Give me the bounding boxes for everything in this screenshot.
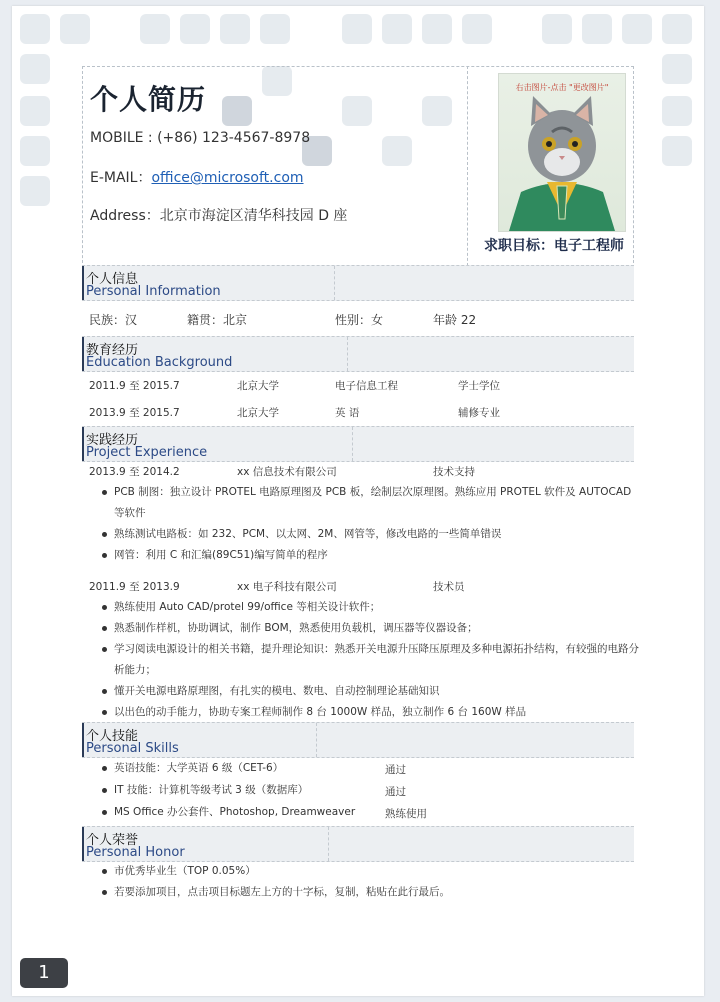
bullet-dot [102,810,107,815]
ethnicity-text: 民族：汉 [89,313,138,327]
section-bar [82,827,84,861]
list-item-text: 网管：利用 C 和汇编(89C51)编写简单的程序 [114,549,328,561]
bullet-dot [102,890,107,895]
gender-text: 性别：女 [335,313,384,327]
photo-note: 右击图片-点击 "更改图片" [515,83,609,92]
edu-school: 北京大学 [237,407,279,419]
section-title-en: Personal Skills [86,741,179,756]
resume-title: 个人简历 [90,83,207,116]
list-item [102,780,642,801]
edu-period: 2011.9 至 2015.7 [89,380,180,392]
edu-major: 英 语 [335,407,360,419]
section-bar [82,723,84,757]
section-title-en: Project Experience [86,445,208,460]
edu-degree: 辅修专业 [458,407,500,419]
bullet-dot [102,553,107,558]
section-divider [334,266,335,300]
origin-text: 籍贯：北京 [187,313,248,327]
project-company: xx 信息技术有限公司 [237,466,337,478]
section-divider [352,427,353,461]
list-item [102,681,642,702]
page-number-badge[interactable]: 1 [20,958,68,988]
list-item [102,482,642,524]
bullet-dot [102,766,107,771]
bullet-dot [102,869,107,874]
section-bar [82,266,84,300]
list-item [102,861,642,882]
project-company: xx 电子科技有限公司 [237,581,337,593]
section-title-cn: 个人信息 [86,272,139,287]
section-divider [347,337,348,371]
section-title-cn: 个人技能 [86,729,139,744]
bullet-dot [102,689,107,694]
section-personal-info [82,265,634,301]
section-title-cn: 个人荣誉 [86,833,139,848]
project-period: 2011.9 至 2013.9 [89,581,180,593]
career-goal: 求职目标：电子工程师 [484,238,624,254]
honor-text: 若要添加项目，点击项目标题左上方的十字标，复制，粘贴在此行最后。 [114,886,450,898]
section-title-en: Education Background [86,355,233,370]
list-item [102,758,642,779]
bullet-dot [102,647,107,652]
email-label: E-MAIL： [90,170,152,186]
section-project [82,426,634,462]
bullet-dot [102,710,107,715]
list-item [102,639,642,681]
section-honor [82,826,634,862]
cat-portrait-icon [499,74,625,231]
list-item [102,802,642,823]
bullet-dot [102,605,107,610]
list-item [102,524,642,545]
section-title-cn: 实践经历 [86,433,139,448]
section-title-en: Personal Information [86,284,221,299]
edu-major: 电子信息工程 [335,380,398,392]
section-skills [82,722,634,758]
project-role: 技术员 [433,581,465,593]
skill-level: 通过 [385,786,406,798]
mobile-text: MOBILE : (+86) 123-4567-8978 [90,130,311,146]
section-bar [82,337,84,371]
project-role: 技术支持 [433,466,475,478]
section-divider [316,723,317,757]
section-title-en: Personal Honor [86,845,185,860]
edu-period: 2013.9 至 2015.7 [89,407,180,419]
edu-school: 北京大学 [237,380,279,392]
list-item [102,702,642,723]
section-bar [82,427,84,461]
skill-name: MS Office 办公套件、Photoshop, Dreamweaver [114,806,356,818]
section-education [82,336,634,372]
list-item-text: 懂开关电源电路原理图，有扎实的模电、数电、自动控制理论基础知识 [114,685,440,697]
edu-degree: 学士学位 [458,380,500,392]
list-item [102,545,642,566]
list-item-text: 熟练使用 Auto CAD/protel 99/office 等相关设计软件； [114,601,381,613]
list-item [102,882,642,903]
skill-level: 熟练使用 [385,808,427,820]
bullet-dot [102,532,107,537]
list-item-text: 熟练测试电路板：如 232、PCM、以太网、2M、网管等，修改电路的一些简单错误 [114,528,502,540]
list-item [102,597,642,618]
list-item [102,618,642,639]
section-divider [328,827,329,861]
skill-level: 通过 [385,764,406,776]
bullet-dot [102,626,107,631]
list-item-text: 熟悉制作样机，协助调试，制作 BOM，熟悉使用负载机，调压器等仪器设备； [114,622,478,634]
age-text: 年龄 22 [433,313,477,327]
skill-name: IT 技能：计算机等级考试 3 级（数据库） [114,784,309,796]
bullet-dot [102,490,107,495]
list-item-text: 学习阅读电源设计的相关书籍，提升理论知识：熟悉开关电源升压降压原理及多种电源拓扑结构，有较强的电路分析能力； [114,643,639,676]
list-item-text: PCB 制图：独立设计 PROTEL 电路原理图及 PCB 板，绘制层次原理图。熟练应用 PROTEL 软件及 AUTOCAD 等软件 [114,486,632,519]
section-title-cn: 教育经历 [86,343,139,358]
bullet-dot [102,788,107,793]
skill-name: 英语技能：大学英语 6 级（CET-6） [114,762,284,774]
list-item-text: 以出色的动手能力，协助专案工程师制作 8 台 1000W 样品，独立制作 6 台 160W 样品 [114,706,527,718]
resume-page [12,6,704,996]
email-link[interactable]: office@microsoft.com [151,170,304,186]
header-divider [467,66,468,271]
email-line [90,167,304,187]
profile-photo[interactable] [498,73,626,232]
project-period: 2013.9 至 2014.2 [89,466,180,478]
address-text: Address：北京市海淀区清华科技园 D 座 [90,208,348,224]
honor-text: 市优秀毕业生（TOP 0.05%） [114,865,256,877]
